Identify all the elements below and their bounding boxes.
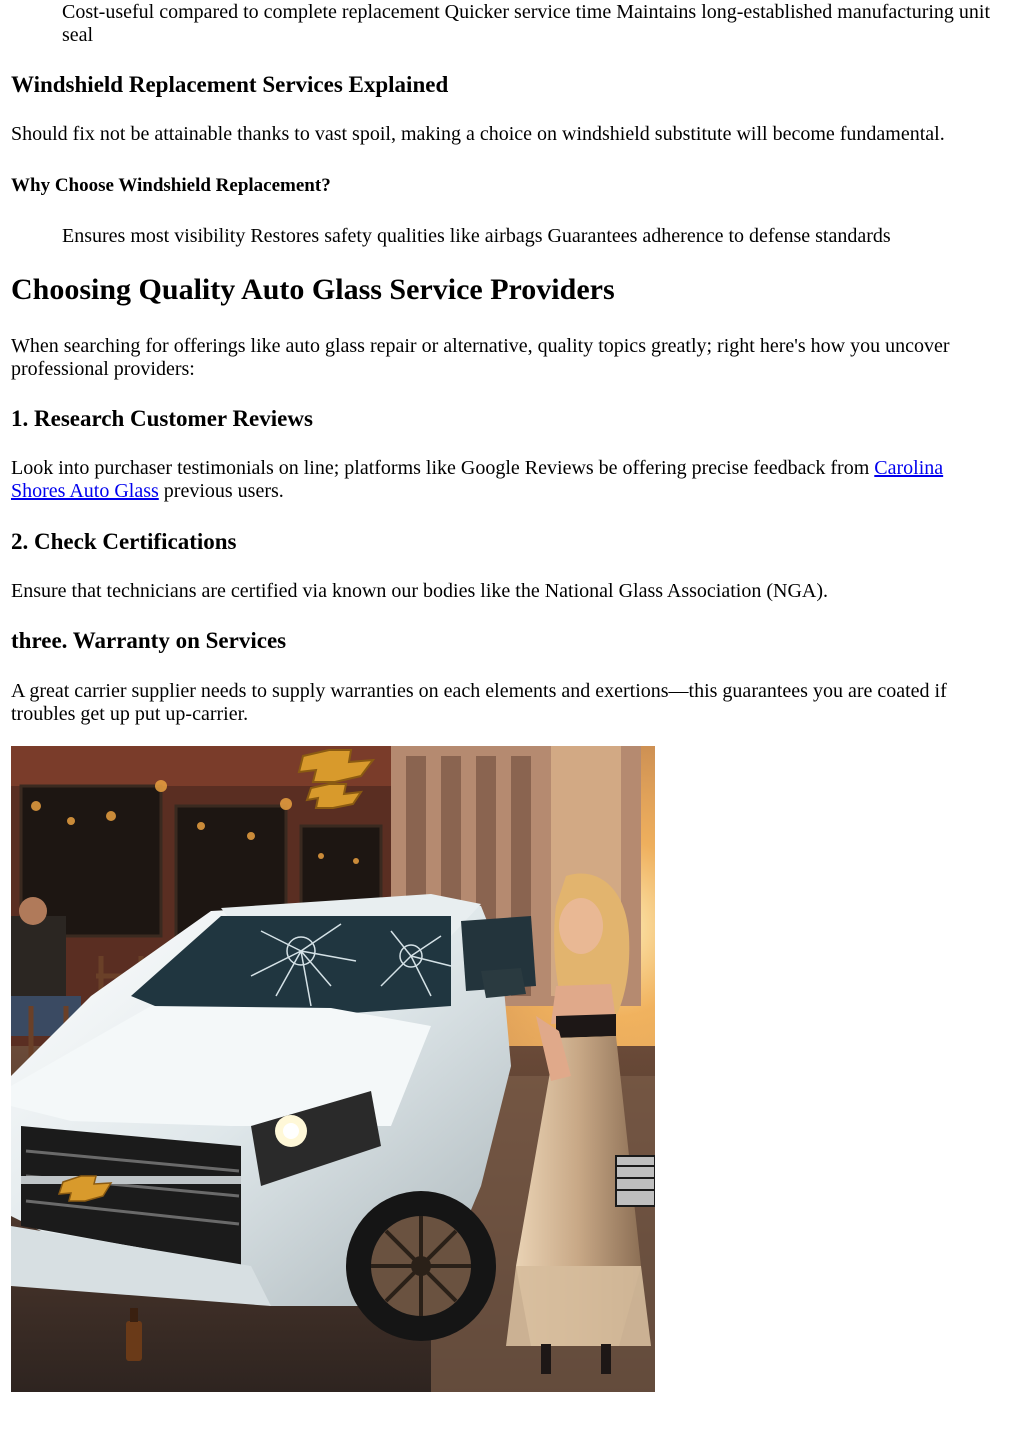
replacement-benefits-text: Ensures most visibility Restores safety qualities like airbags Guarantees adherence to defense standards: [62, 225, 891, 247]
step3-paragraph: A great carrier supplier needs to supply warranties on each elements and exertions—this guarantees you are coated if troubles get up put up-carrier.: [11, 680, 947, 725]
step1-text-after: previous users.: [158, 480, 284, 502]
repair-benefits-text: Cost-useful compared to complete replacement Quicker service time Maintains long-established manufacturing unit seal: [62, 1, 991, 46]
step1-heading: 1. Research Customer Reviews: [11, 406, 313, 431]
step2-heading: 2. Check Certifications: [11, 529, 237, 554]
carolina-shores-link[interactable]: Carolina Shores Auto Glass: [11, 457, 944, 502]
replacement-paragraph: Should fix not be attainable thanks to vast spoil, making a choice on windshield substitute will become fundamental.: [11, 123, 945, 145]
replacement-heading: Windshield Replacement Services Explained: [11, 72, 449, 97]
photo-illustration: [11, 746, 655, 1392]
step3-heading: three. Warranty on Services: [11, 628, 287, 653]
providers-heading: Choosing Quality Auto Glass Service Providers: [11, 273, 615, 306]
step1-paragraph: [11, 457, 996, 503]
replacement-subheading: Why Choose Windshield Replacement?: [11, 175, 331, 196]
step1-text-before: Look into purchaser testimonials on line; platforms like Google Reviews be offering precise feedback from: [11, 457, 875, 479]
suv-cracked-windshield-photo: [11, 746, 655, 1392]
providers-intro: When searching for offerings like auto glass repair or alternative, quality topics greatly; right here's how you uncover professional providers:: [11, 335, 950, 380]
step2-paragraph: Ensure that technicians are certified via known our bodies like the National Glass Association (NGA).: [11, 580, 828, 602]
